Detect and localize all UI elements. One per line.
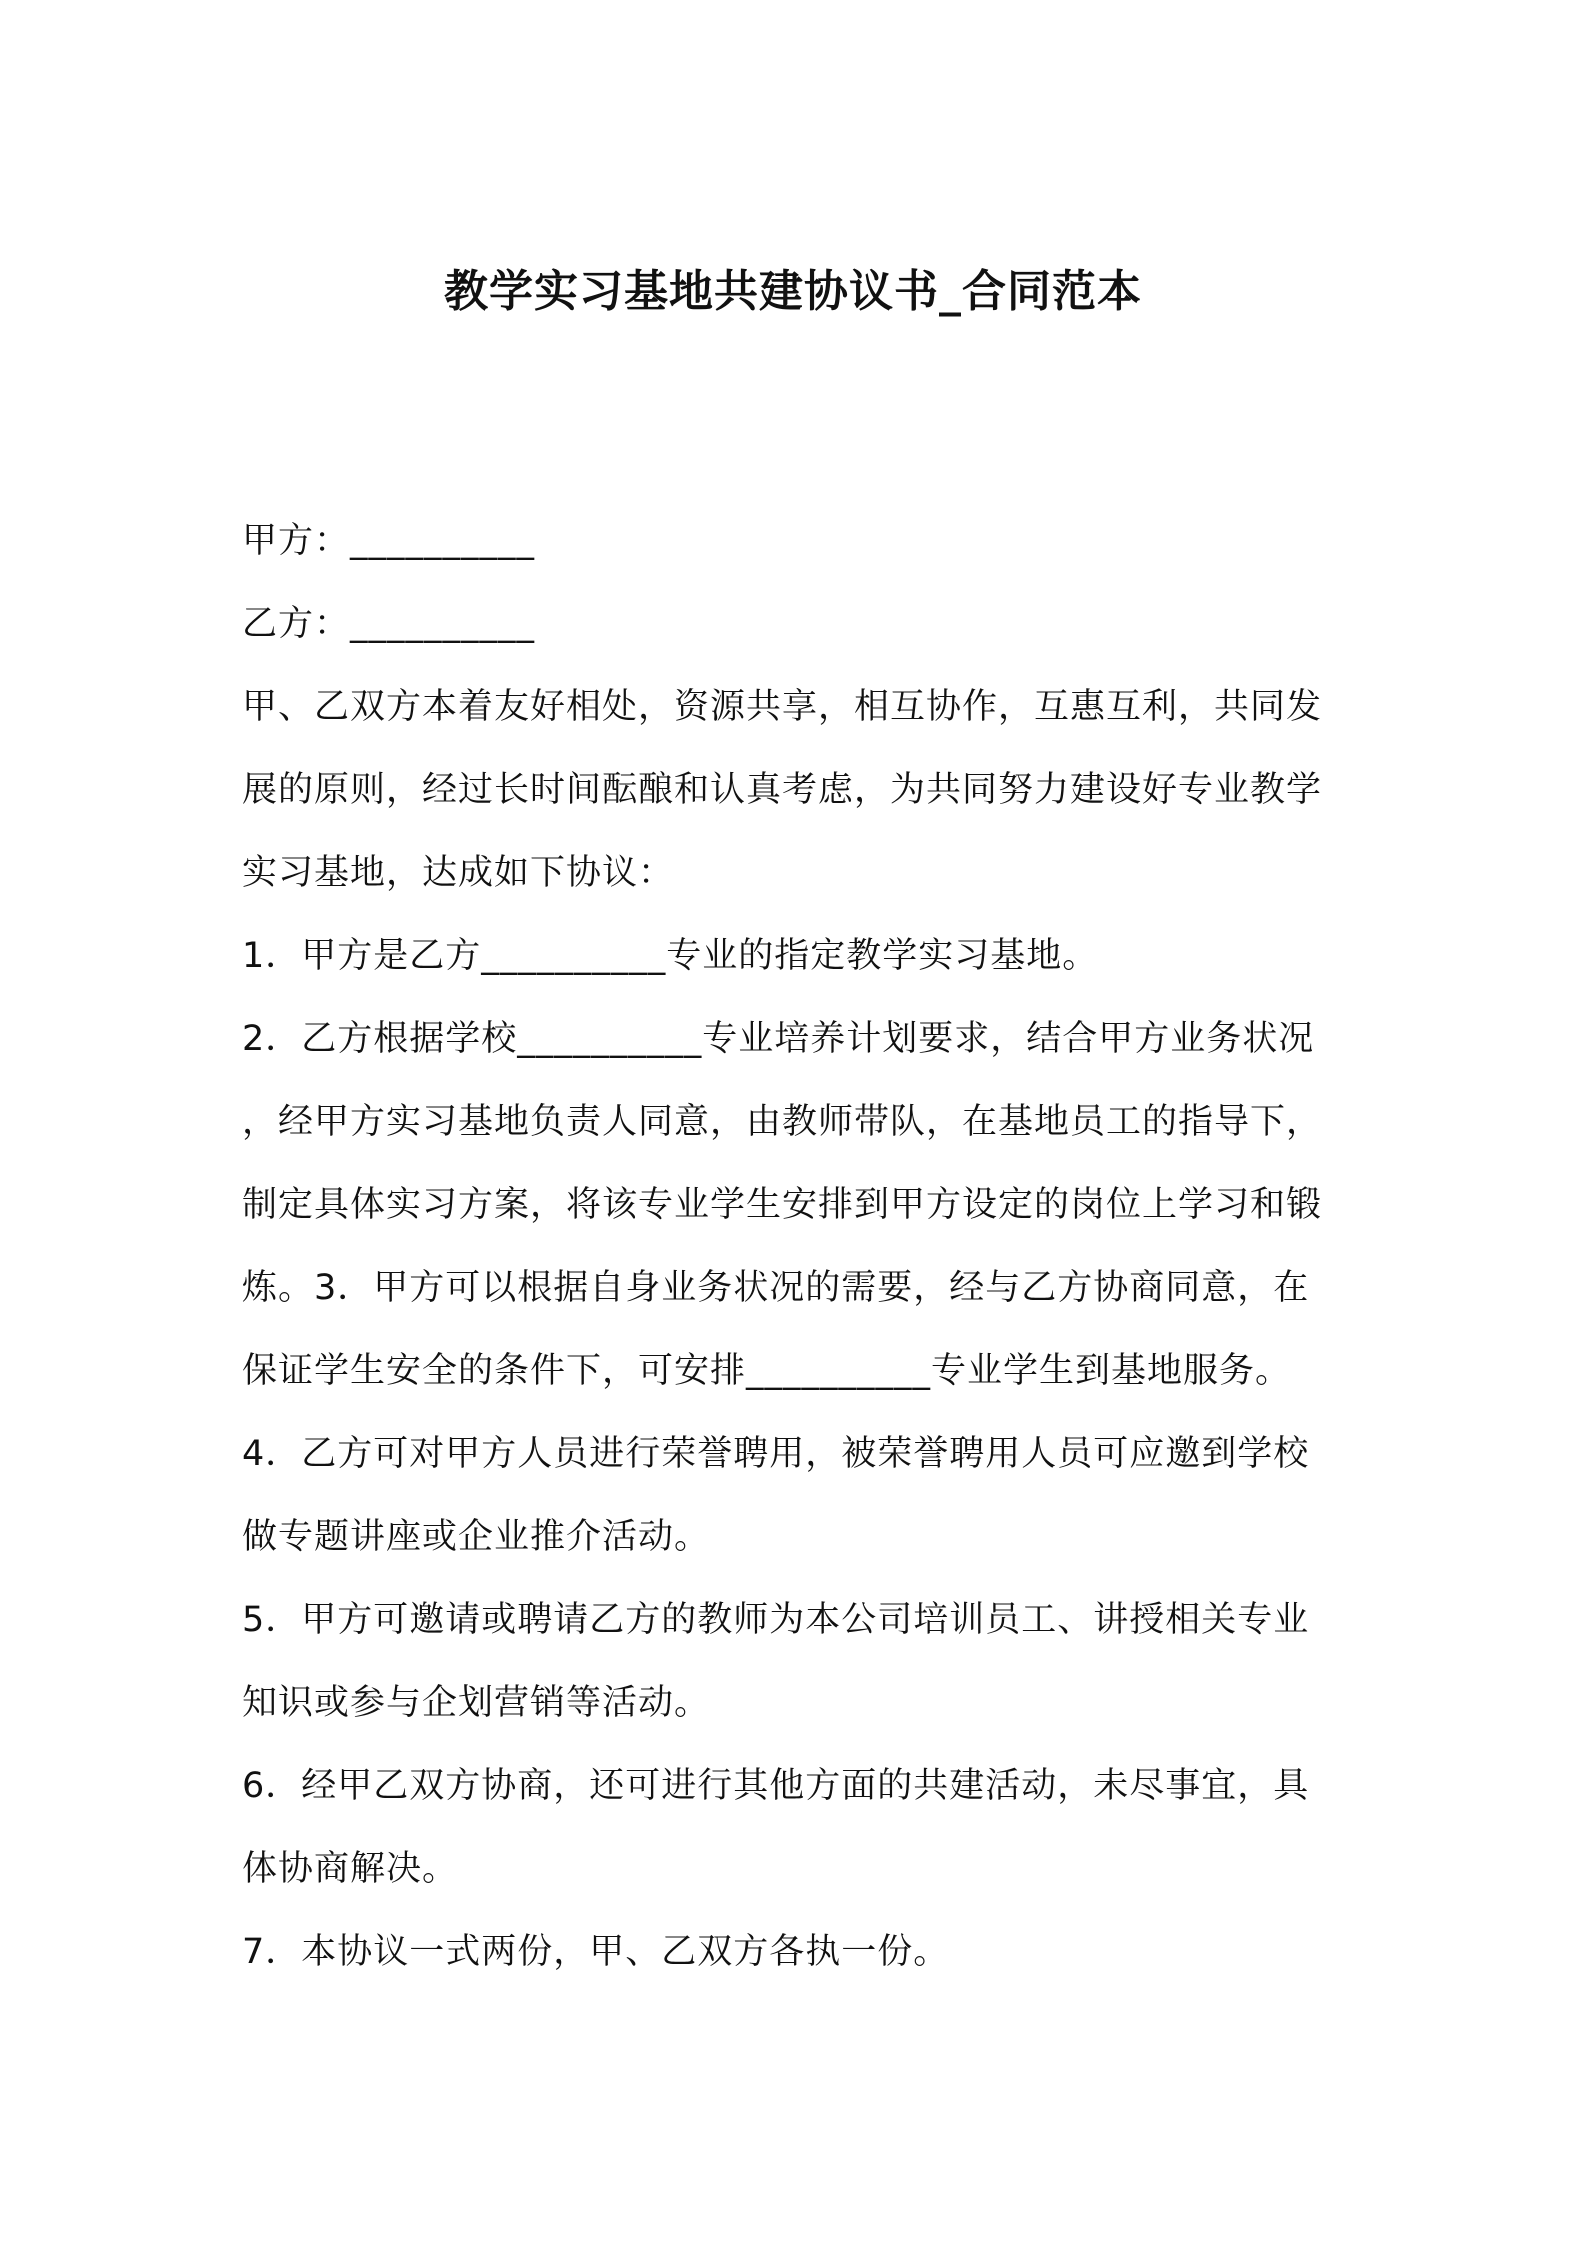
clause-4-line: 做专题讲座或企业推介活动。 xyxy=(242,1517,711,1557)
clause-3-line: 保证学生安全的条件下，可安排__________专业学生到基地服务。 xyxy=(242,1351,1292,1391)
preamble-line: 甲、乙双方本着友好相处，资源共享，相互协作，互惠互利，共同发 xyxy=(242,687,1323,727)
document-body xyxy=(242,500,1362,1994)
clause-6-line: 6．经甲乙双方协商，还可进行其他方面的共建活动，未尽事宜，具 xyxy=(242,1766,1310,1806)
clause-1-line: 1．甲方是乙方__________专业的指定教学实习基地。 xyxy=(242,936,1099,976)
document-title: 教学实习基地共建协议书_合同范本 xyxy=(444,266,1142,317)
clause-3-line: 炼。3．甲方可以根据自身业务状况的需要，经与乙方协商同意，在 xyxy=(242,1268,1310,1308)
preamble-line: 实习基地，达成如下协议： xyxy=(242,853,675,893)
clause-2-line: 制定具体实习方案，将该专业学生安排到甲方设定的岗位上学习和锻 xyxy=(242,1185,1323,1225)
party-a-line: 甲方：__________ xyxy=(242,521,536,561)
clause-6-line: 体协商解决。 xyxy=(242,1849,459,1889)
clause-2-line: ，经甲方实习基地负责人同意，由教师带队，在基地员工的指导下， xyxy=(242,1102,1323,1142)
clause-5-line: 5．甲方可邀请或聘请乙方的教师为本公司培训员工、讲授相关专业 xyxy=(242,1600,1310,1640)
preamble-line: 展的原则，经过长时间酝酿和认真考虑，为共同努力建设好专业教学 xyxy=(242,770,1323,810)
clause-2-line: 2．乙方根据学校__________专业培养计划要求，结合甲方业务状况 xyxy=(242,1019,1315,1059)
party-b-line: 乙方：__________ xyxy=(242,604,536,644)
clause-4-line: 4．乙方可对甲方人员进行荣誉聘用，被荣誉聘用人员可应邀到学校 xyxy=(242,1434,1310,1474)
clause-7-line: 7．本协议一式两份，甲、乙双方各执一份。 xyxy=(242,1932,950,1972)
clause-5-line: 知识或参与企划营销等活动。 xyxy=(242,1683,711,1723)
